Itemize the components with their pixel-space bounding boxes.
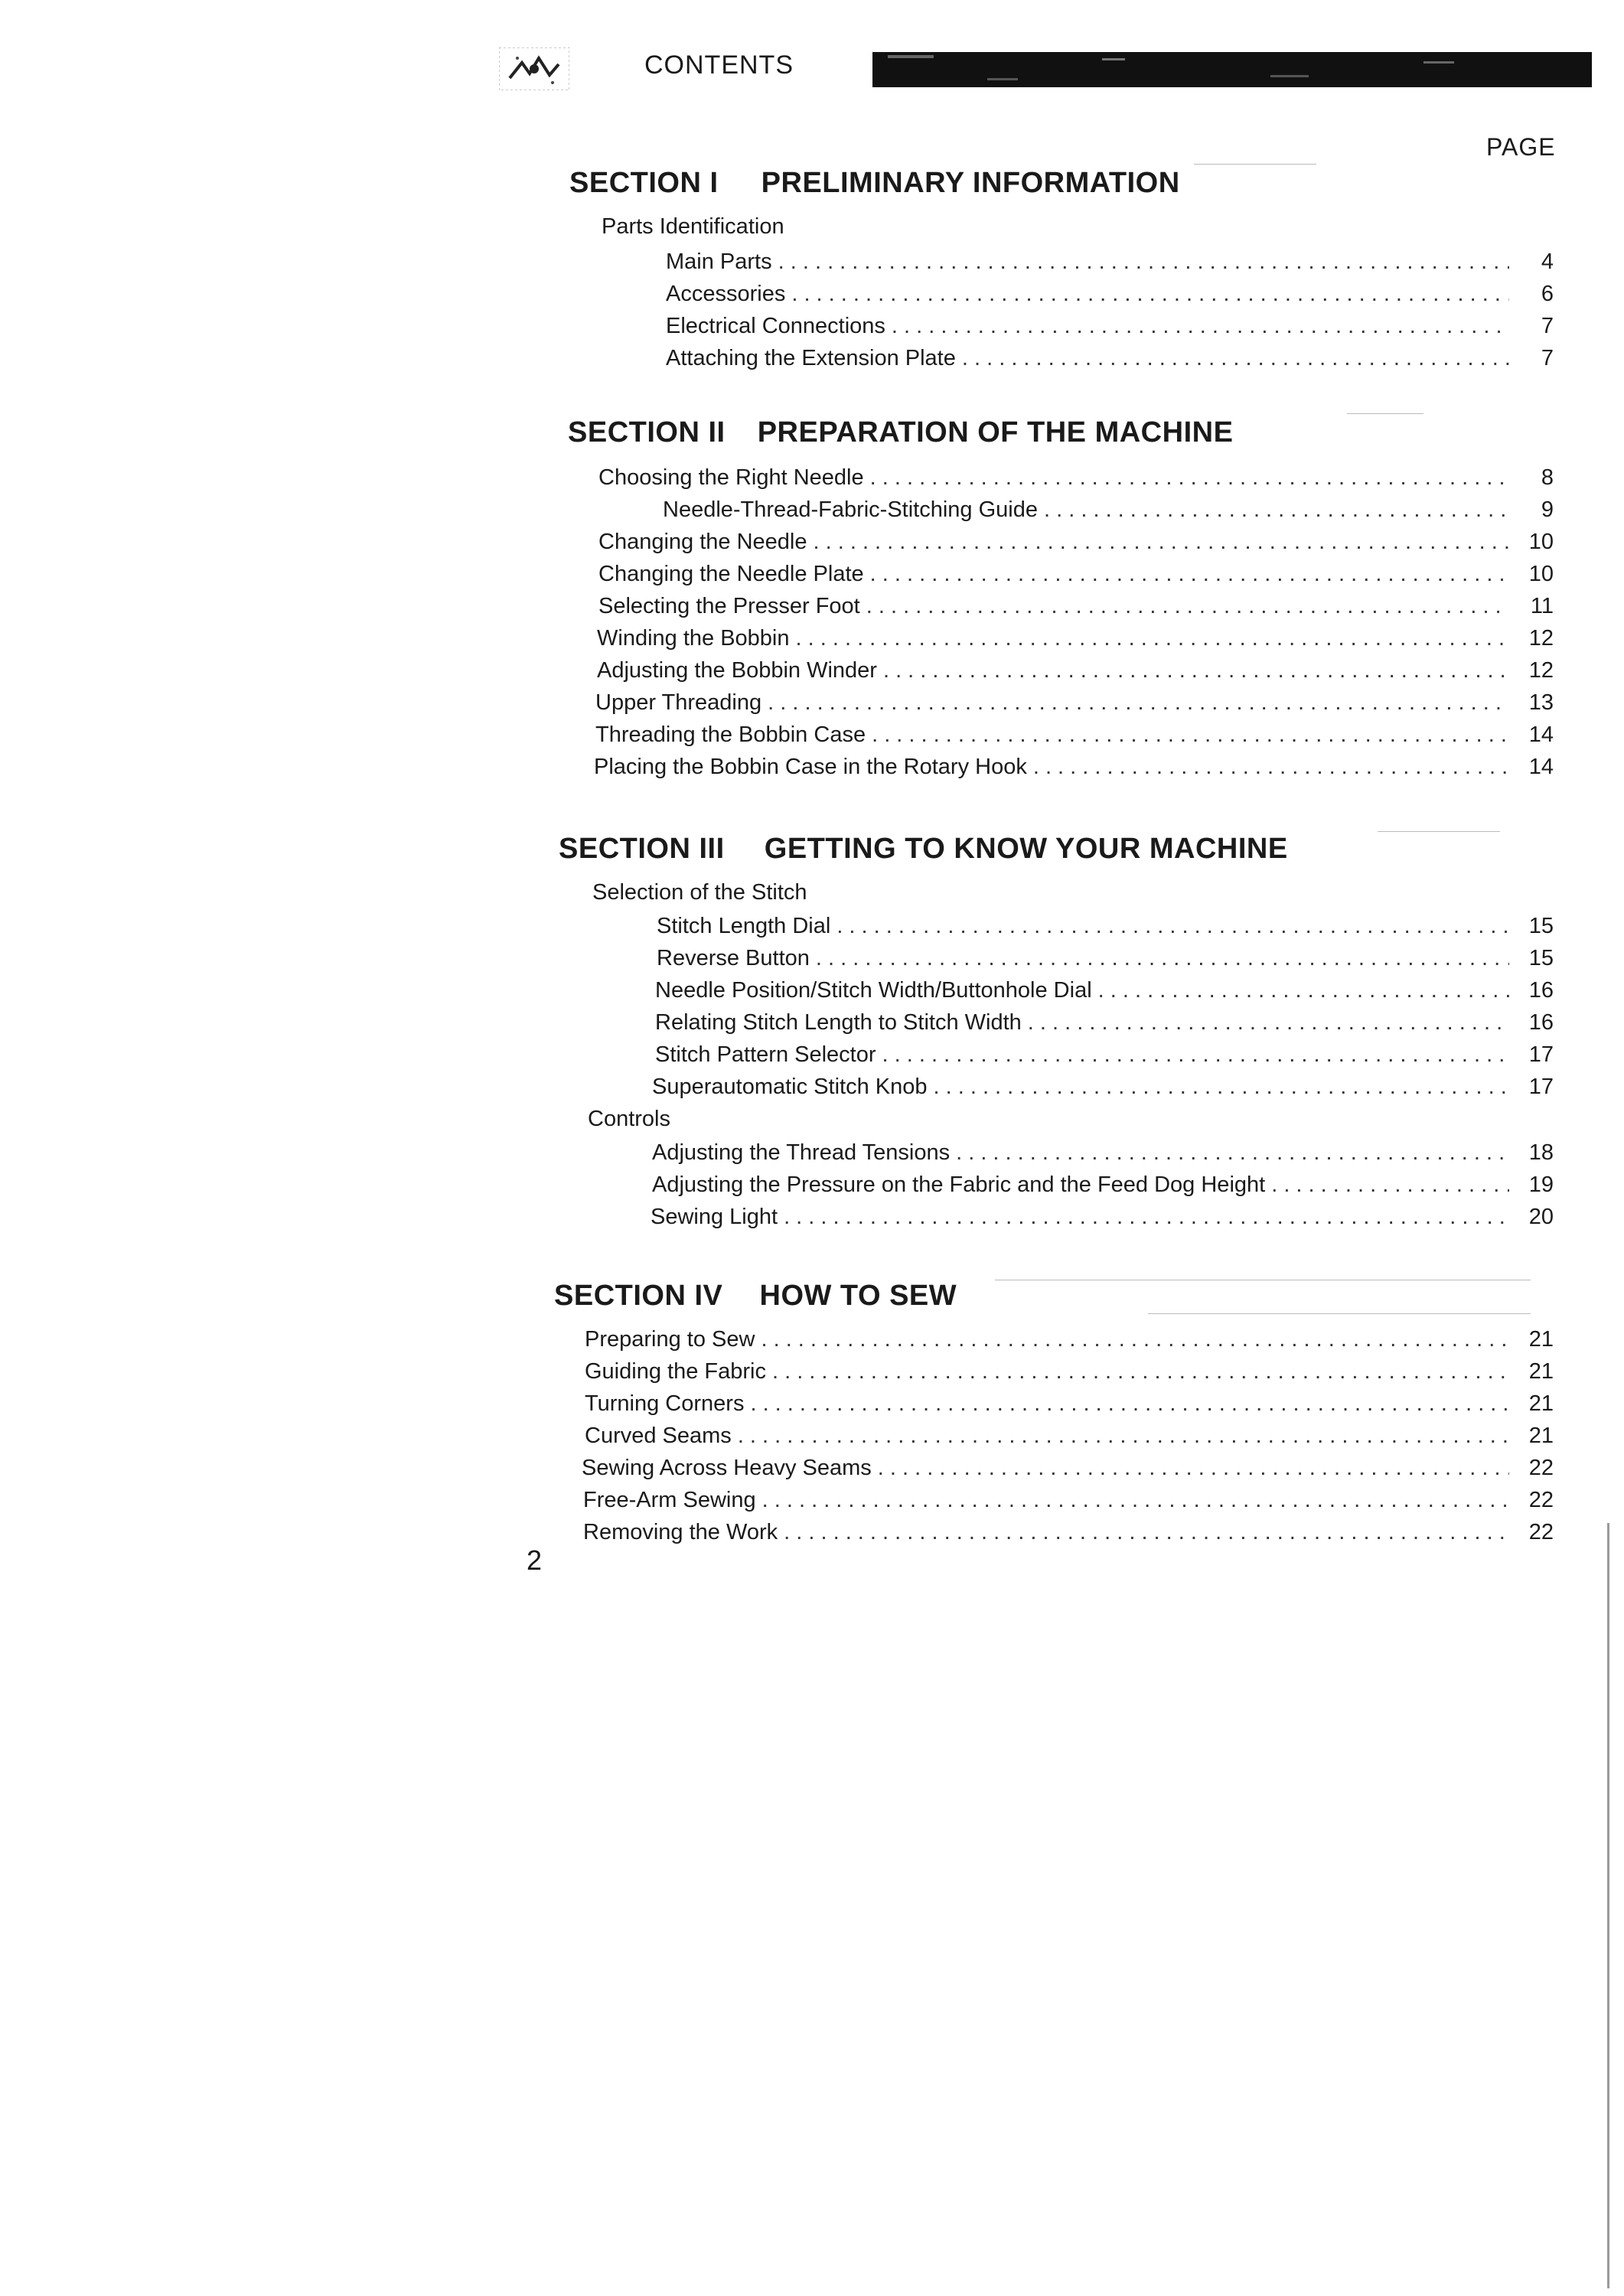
toc-entry[interactable]: Choosing the Right Needle . . . 8 [598, 465, 1554, 497]
toc-entry[interactable]: Adjusting the Thread Tensions . . . 18 [652, 1140, 1554, 1172]
section-1-heading [569, 167, 1180, 200]
toc-entry[interactable]: Upper Threading . . . 13 [595, 690, 1554, 722]
subheading-parts-identification: Parts Identification [602, 214, 784, 239]
toc-entry[interactable]: Free-Arm Sewing . . . 22 [583, 1488, 1554, 1520]
toc-entry[interactable]: Main Parts . . . 4 [666, 249, 1554, 282]
header-ornament-icon [499, 47, 569, 90]
toc-entry[interactable]: Sewing Across Heavy Seams . . . 22 [582, 1456, 1554, 1488]
toc-entry[interactable]: Removing the Work . . . 22 [583, 1520, 1554, 1552]
toc-entry[interactable]: Winding the Bobbin . . . 12 [597, 626, 1554, 658]
toc-entry[interactable]: Accessories . . . 6 [666, 282, 1554, 314]
section-number: SECTION III [559, 833, 725, 865]
toc-entry[interactable]: Electrical Connections . . . 7 [666, 314, 1554, 346]
scan-speck [1148, 1313, 1531, 1314]
page-column-label: PAGE [1486, 133, 1556, 161]
toc-entry[interactable]: Reverse Button . . . 15 [657, 946, 1554, 978]
scan-speck [1378, 831, 1500, 832]
toc-entry[interactable]: Relating Stitch Length to Stitch Width . . . 16 [655, 1010, 1554, 1042]
header-bar [872, 47, 1592, 90]
section-title: HOW TO SEW [759, 1280, 957, 1312]
scan-edge [1607, 1523, 1609, 2288]
toc-entry[interactable]: Needle Position/Stitch Width/Buttonhole Dial . . . 16 [655, 978, 1554, 1010]
contents-title: CONTENTS [644, 51, 794, 80]
toc-entry[interactable]: Adjusting the Pressure on the Fabric and the Feed Dog Height . . . 19 [652, 1172, 1554, 1205]
section-title: PREPARATION OF THE MACHINE [757, 416, 1234, 448]
toc-entry[interactable]: Selecting the Presser Foot . . . 11 [598, 594, 1554, 626]
section-title: PRELIMINARY INFORMATION [761, 167, 1180, 199]
toc-entry[interactable]: Changing the Needle Plate . . . 10 [598, 562, 1554, 594]
toc-entry[interactable]: Preparing to Sew . . . 21 [585, 1327, 1554, 1359]
section-title: GETTING TO KNOW YOUR MACHINE [764, 833, 1288, 865]
subheading-selection-of-stitch: Selection of the Stitch [592, 880, 807, 905]
page-number: 2 [527, 1544, 543, 1576]
scan-speck [1194, 164, 1316, 165]
section-3-heading [559, 833, 1288, 866]
toc-entry[interactable]: Adjusting the Bobbin Winder . . . 12 [597, 658, 1554, 690]
toc-entry[interactable]: Changing the Needle . . . 10 [598, 530, 1554, 562]
toc-entry[interactable]: Superautomatic Stitch Knob . . . 17 [652, 1075, 1554, 1107]
toc-entry[interactable]: Needle-Thread-Fabric-Stitching Guide . . . 9 [663, 497, 1554, 530]
toc-entry[interactable]: Guiding the Fabric . . . 21 [585, 1359, 1554, 1391]
scan-speck [1347, 413, 1423, 414]
toc-entry[interactable]: Stitch Pattern Selector . . . 17 [655, 1042, 1554, 1075]
toc-entry[interactable]: Curved Seams . . . 21 [585, 1424, 1554, 1456]
toc-entry[interactable]: Placing the Bobbin Case in the Rotary Hook . . . 14 [594, 755, 1554, 787]
section-number: SECTION II [568, 416, 726, 448]
toc-entry[interactable]: Sewing Light . . . 20 [651, 1205, 1554, 1237]
toc-entry[interactable]: Stitch Length Dial . . . 15 [657, 914, 1554, 946]
toc-entry[interactable]: Turning Corners . . . 21 [585, 1391, 1554, 1424]
section-4-heading [554, 1280, 957, 1313]
section-number: SECTION IV [554, 1280, 723, 1312]
section-number: SECTION I [569, 167, 719, 199]
section-2-heading [568, 416, 1233, 449]
subheading-controls: Controls [588, 1107, 670, 1131]
toc-entry[interactable]: Attaching the Extension Plate . . . 7 [666, 346, 1554, 378]
toc-entry[interactable]: Threading the Bobbin Case . . . 14 [595, 722, 1554, 755]
